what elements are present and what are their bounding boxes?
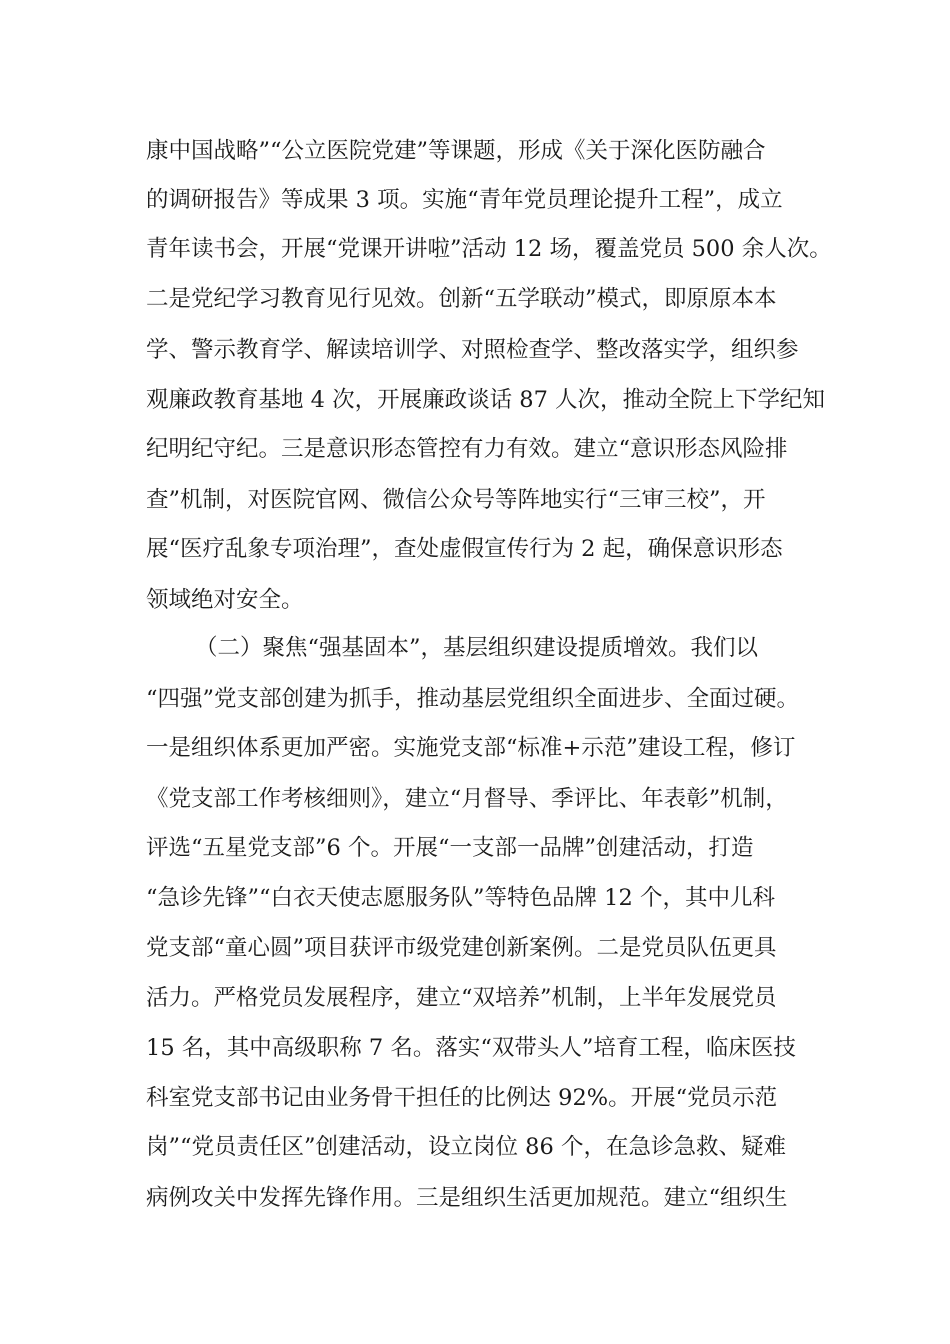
text-line: 学、警示教育学、解读培训学、对照检查学、整改落实学，组织参 [146,337,799,363]
text-line: 活力。严格党员发展程序，建立“双培养”机制，上半年发展党员 [146,985,777,1011]
text-line: 科室党支部书记由业务骨干担任的比例达 92%。开展“党员示范 [146,1085,778,1111]
text-line: 青年读书会，开展“党课开讲啦”活动 12 场，覆盖党员 500 余人次。 [146,236,832,262]
text-line: 岗”“党员责任区”创建活动，设立岗位 86 个，在急诊急救、疑难 [146,1134,786,1160]
text-line: 《党支部工作考核细则》，建立“月督导、季评比、年表彰”机制， [146,786,788,812]
text-line: 纪明纪守纪。三是意识形态管控有力有效。建立“意识形态风险排 [146,436,788,462]
text-line: 党支部“童心圆”项目获评市级党建创新案例。二是党员队伍更具 [146,935,777,961]
text-line: 病例攻关中发挥先锋作用。三是组织生活更加规范。建立“组织生 [146,1185,788,1211]
text-line: 评选“五星党支部”6 个。开展“一支部一品牌”创建活动，打造 [146,835,754,861]
text-line: “四强”党支部创建为抓手，推动基层党组织全面进步、全面过硬。 [146,686,800,712]
text-line: 的调研报告》等成果 3 项。实施“青年党员理论提升工程”，成立 [146,187,783,213]
text-line: 展“医疗乱象专项治理”，查处虚假宣传行为 2 起，确保意识形态 [146,536,783,562]
text-line: 一是组织体系更加严密。实施党支部“标准+示范”建设工程，修订 [146,735,796,761]
text-line: 领域绝对安全。 [146,587,304,613]
section-heading-line: （二）聚焦“强基固本”，基层组织建设提质增效。我们以 [195,635,759,661]
text-line: “急诊先锋”“白衣天使志愿服务队”等特色品牌 12 个，其中儿科 [146,885,775,911]
text-line: 二是党纪学习教育见行见效。创新“五学联动”模式，即原原本本 [146,286,777,312]
text-line: 查”机制，对医院官网、微信公众号等阵地实行“三审三校”，开 [146,487,766,513]
text-line: 观廉政教育基地 4 次，开展廉政谈话 87 人次，推动全院上下学纪知 [146,387,826,413]
text-line: 康中国战略”“公立医院党建”等课题，形成《关于深化医防融合 [146,138,766,164]
text-line: 15 名，其中高级职称 7 名。落实“双带头人”培育工程，临床医技 [146,1035,796,1061]
